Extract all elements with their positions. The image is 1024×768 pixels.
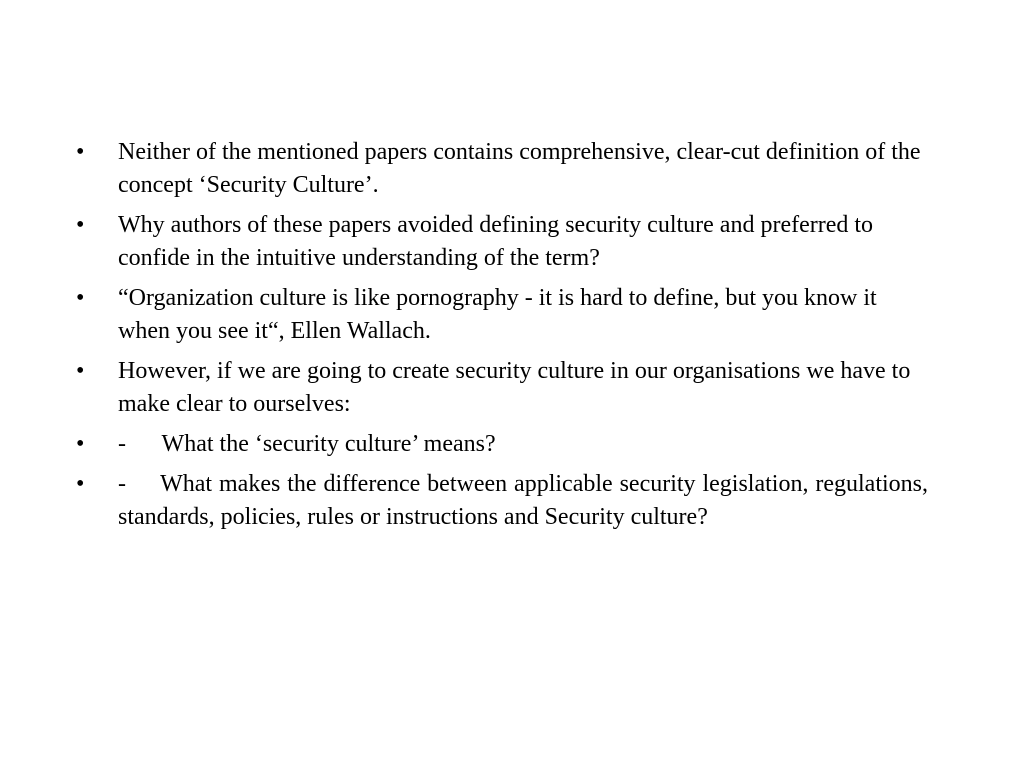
bullet-text: - What the ‘security culture’ means?: [118, 431, 496, 457]
bullet-item: [76, 428, 928, 461]
bullet-text: Why authors of these papers avoided defining security culture and preferred to confide in the intuitive understanding of the term?: [118, 212, 874, 271]
bullet-icon: •: [76, 431, 85, 457]
bullet-icon: •: [76, 139, 85, 165]
bullet-item: [76, 355, 928, 421]
bullet-item: [76, 282, 928, 348]
bullet-text: - What makes the difference between applicable security legislation, regulations, standards, policies, rules or instructions and Security culture?: [118, 471, 934, 530]
bullet-item: [76, 136, 928, 202]
bullet-list: [76, 136, 934, 541]
bullet-text: Neither of the mentioned papers contains comprehensive, clear-cut definition of the concept ‘Security Culture’.: [118, 139, 921, 198]
bullet-item: [76, 468, 934, 534]
bullet-text: However, if we are going to create security culture in our organisations we have to make clear to ourselves:: [118, 358, 911, 417]
bullet-text: “Organization culture is like pornography - it is hard to define, but you know it when you see it“, Ellen Wallach.: [118, 285, 877, 344]
bullet-icon: •: [76, 285, 85, 311]
bullet-icon: •: [76, 212, 85, 238]
bullet-icon: •: [76, 358, 85, 384]
bullet-icon: •: [76, 471, 85, 497]
bullet-item: [76, 209, 928, 275]
